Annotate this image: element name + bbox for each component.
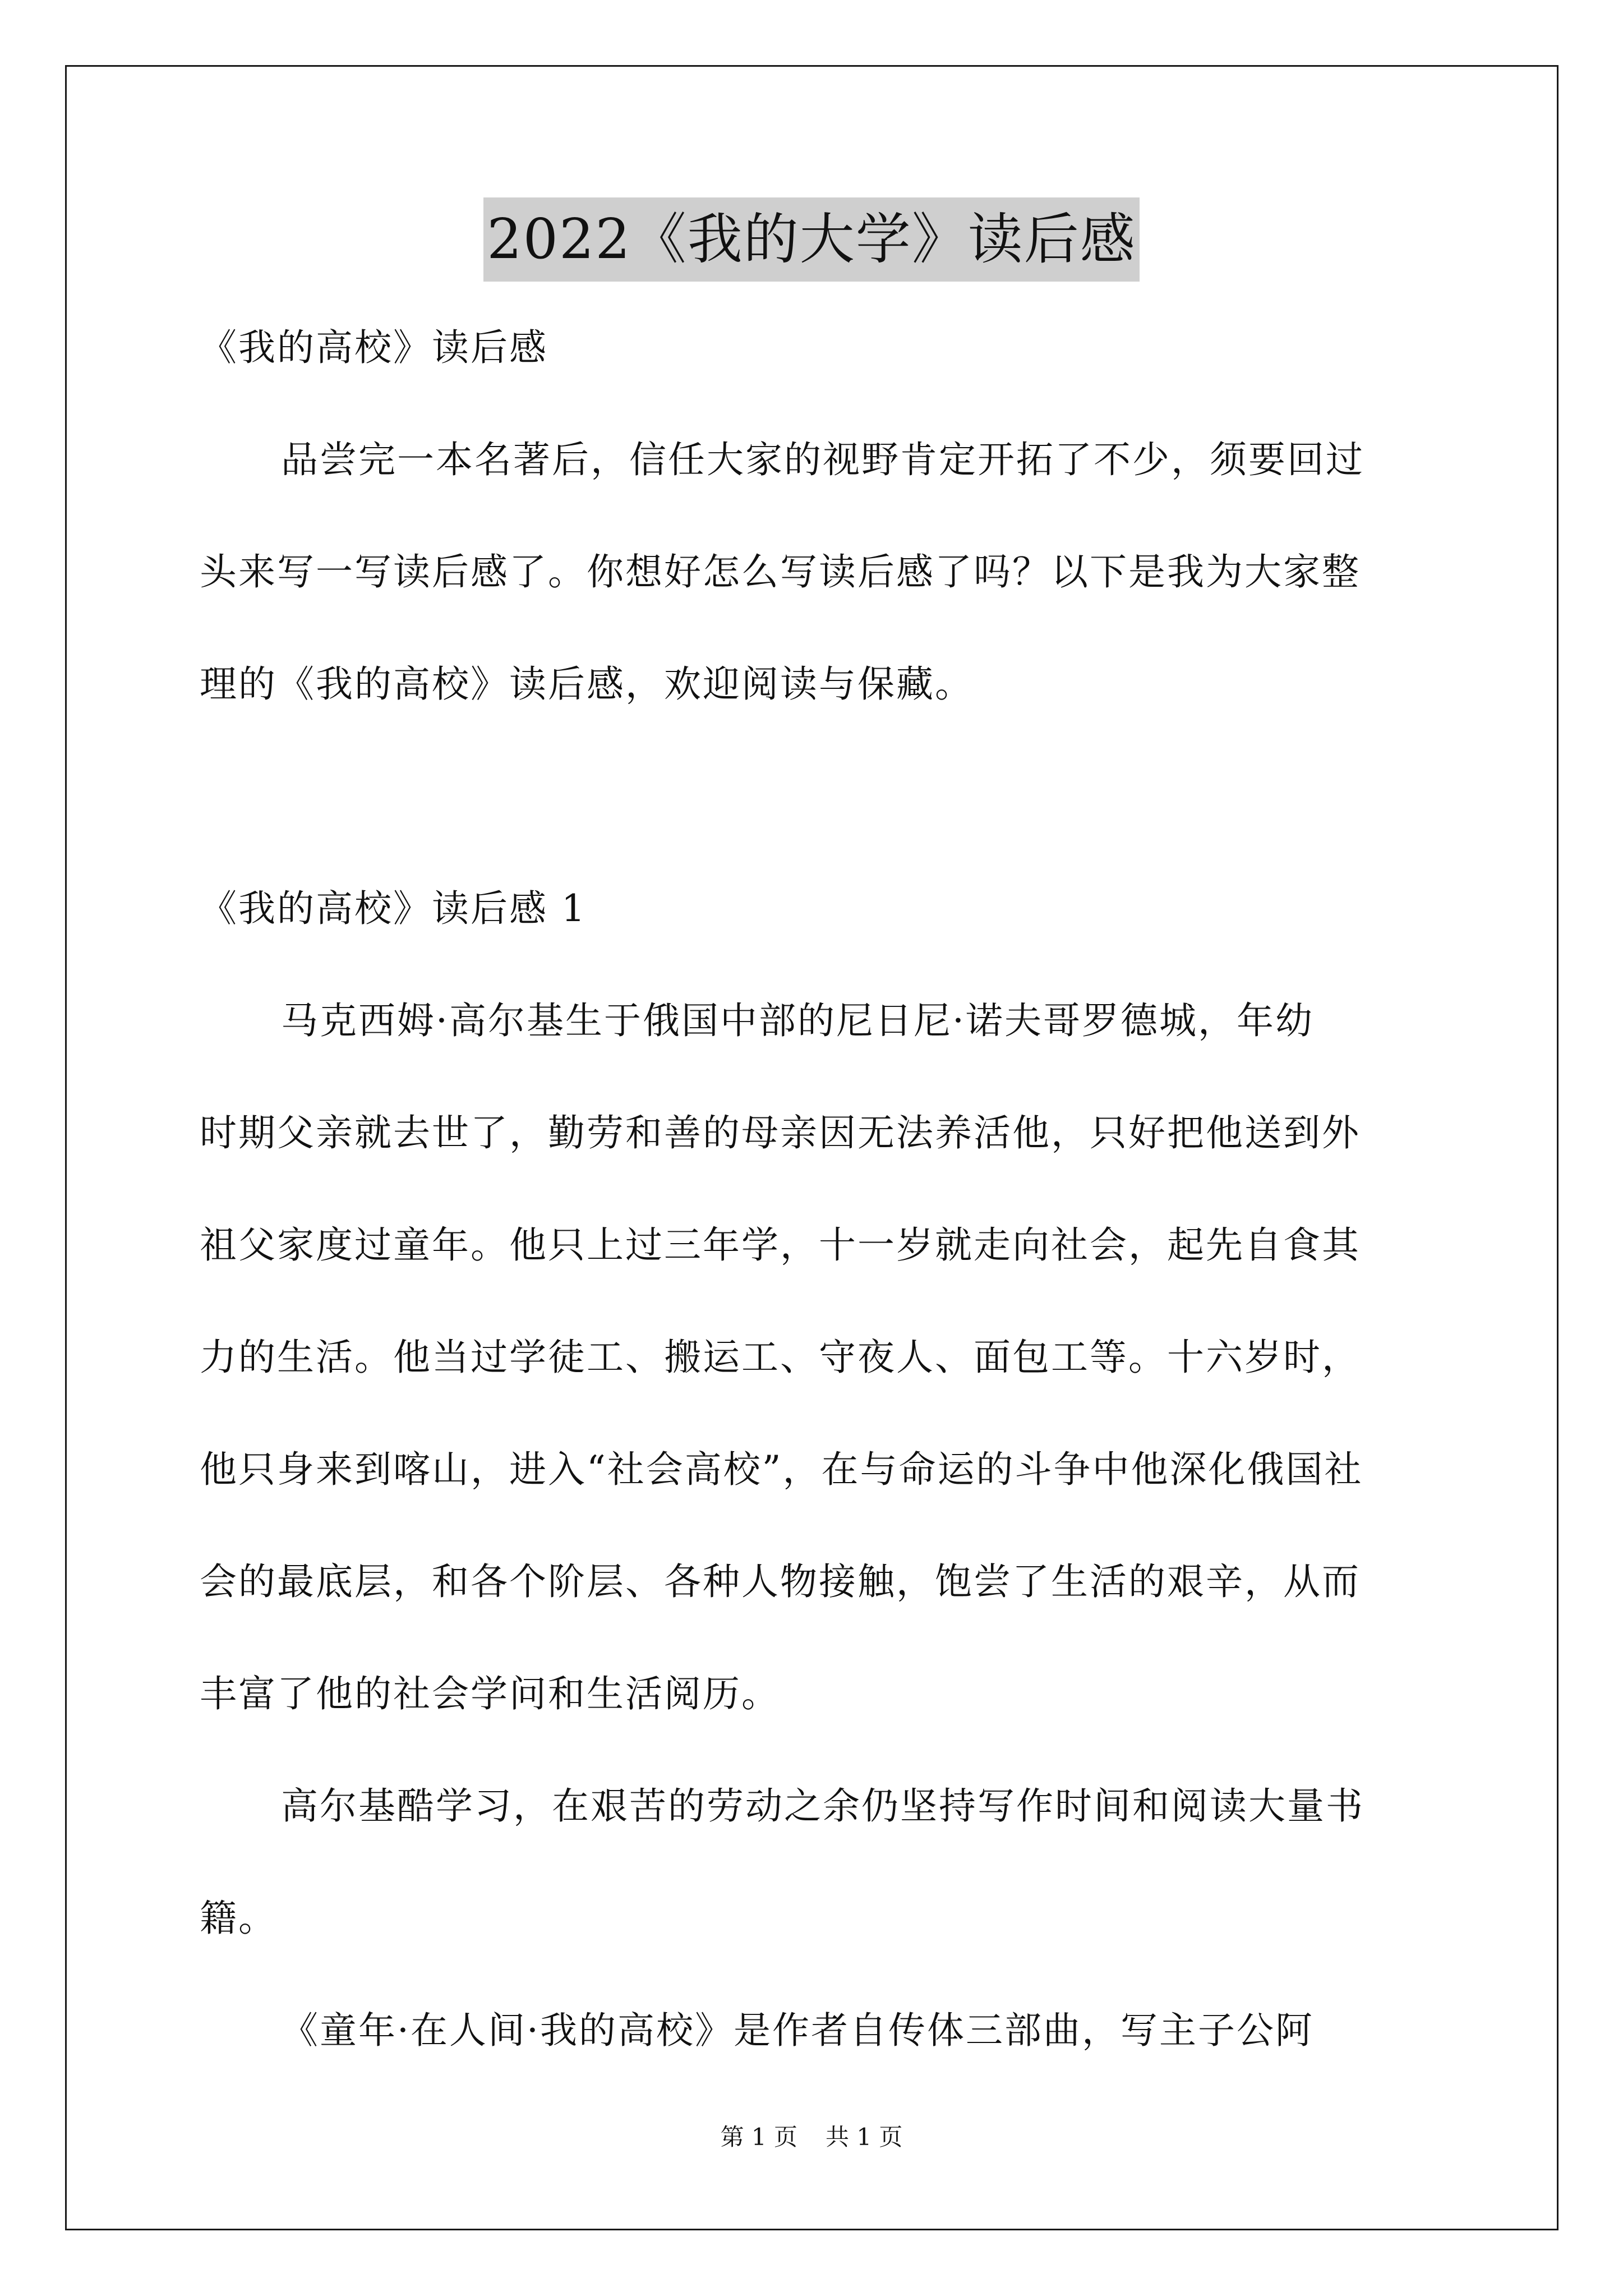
title-container (0, 197, 1623, 282)
paragraph-line: 理的《我的高校》读后感，欢迎阅读与保藏。 (200, 662, 974, 706)
paragraph-line: 祖父家度过童年。他只上过三年学，十一岁就走向社会，起先自食其 (200, 1223, 1361, 1267)
page-total: 共 1 页 (826, 2123, 903, 2151)
paragraph-line: 《童年·在人间·我的高校》是作者自传体三部曲，写主子公阿 (281, 2009, 1314, 2052)
paragraph-line: 高尔基酷学习，在艰苦的劳动之余仍坚持写作时间和阅读大量书 (281, 1784, 1364, 1828)
paragraph-line: 籍。 (200, 1897, 277, 1940)
section-heading: 《我的高校》读后感 1 (200, 887, 587, 930)
section-heading: 《我的高校》读后感 (200, 326, 548, 369)
paragraph-line: 丰富了他的社会学问和生活阅历。 (200, 1672, 780, 1715)
paragraph-line: 时期父亲就去世了，勤劳和善的母亲因无法养活他，只好把他送到外 (200, 1111, 1361, 1154)
page-footer (0, 2120, 1623, 2154)
page-number: 第 1 页 (720, 2123, 797, 2151)
document-body (200, 292, 1428, 2087)
paragraph-line: 他只身来到喀山，进入“社会高校”，在与命运的斗争中他深化俄国社 (200, 1448, 1363, 1491)
blank-line (200, 740, 1428, 853)
document-title: 2022《我的大学》读后感 (483, 197, 1139, 282)
paragraph-line: 头来写一写读后感了。你想好怎么写读后感了吗？以下是我为大家整 (200, 550, 1361, 593)
paragraph-line: 力的生活。他当过学徒工、搬运工、守夜人、面包工等。十六岁时， (200, 1336, 1361, 1379)
paragraph-line: 马克西姆·高尔基生于俄国中部的尼日尼·诺夫哥罗德城，年幼 (281, 999, 1314, 1042)
paragraph-line: 品尝完一本名著后，信任大家的视野肯定开拓了不少，须要回过 (281, 438, 1364, 481)
paragraph-line: 会的最底层，和各个阶层、各种人物接触，饱尝了生活的艰辛，从而 (200, 1560, 1361, 1603)
